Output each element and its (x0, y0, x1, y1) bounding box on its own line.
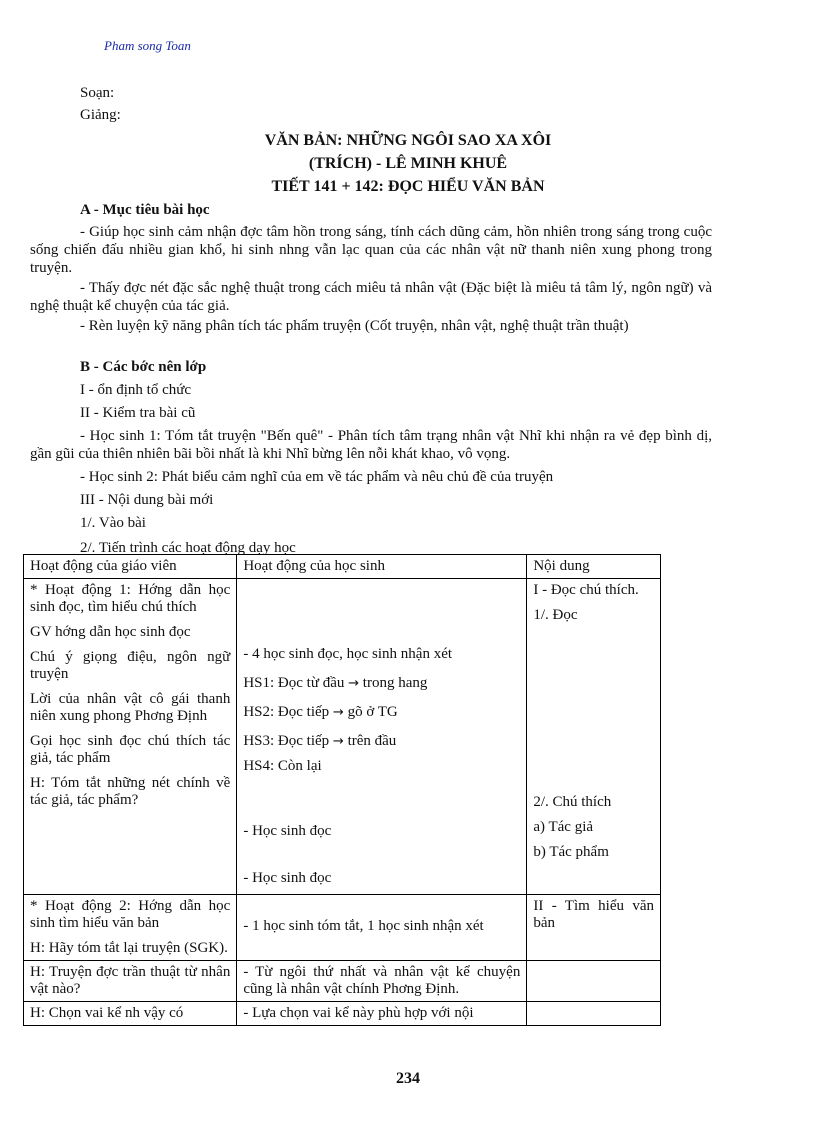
check-student-2: - Học sinh 2: Phát biểu cảm nghĩ của em về tác phẩm và nêu chủ đề của truyện (80, 469, 554, 485)
row4-gv-text: H: Chọn vai kể nh vậy có (30, 1005, 184, 1021)
row1-nd-text: 2/. Chú thích (533, 794, 612, 810)
row1-nd-text: 1/. Đọc (533, 607, 578, 623)
row3-content-cell (527, 961, 661, 1002)
row1-gv-text: H: Tóm tắt những nét chính về tác giả, tác phẩm? (30, 775, 231, 808)
row4-hs-text: - Lựa chọn vai kể này phù hợp với nội (243, 1005, 474, 1021)
table-row (24, 895, 661, 961)
row4-student-cell (237, 1002, 527, 1026)
row1-gv-text: Lời của nhân vật cô gái thanh niên xung phong Phơng Định (30, 691, 231, 724)
section-a-para-2: - Thấy đợc nét đặc sắc nghệ thuật trong cách miêu tả nhân vật (Đặc biệt là miêu tả tâm lý, ngôn ngữ) và nghệ thuật kể chuyện của tác giả. (30, 280, 712, 314)
section-a-para-3: - Rèn luyện kỹ năng phân tích tác phẩm truyện (Cốt truyện, nhân vật, nghệ thuật trần thuật) (80, 318, 629, 334)
row1-teacher-cell (24, 579, 237, 895)
title-line-1: VĂN BẢN: NHỮNG NGÔI SAO XA XÔI (264, 132, 552, 149)
row1-nd-text: a) Tác giả (533, 819, 594, 835)
section-a-para-1: - Giúp học sinh cảm nhận đợc tâm hồn trong sáng, tính cách dũng cảm, hồn nhiên trong sáng trong cuộc sống chiến đấu nhiều gian khổ, hi sinh nhng vẫn lạc quan của các nhân vật nữ thanh niên xung phong trong truyện. (30, 224, 712, 276)
row2-content-cell (527, 895, 661, 961)
right-arrow-icon: → (332, 705, 344, 720)
row2-gv-text: * Hoạt động 2: Hớng dẫn học sinh tìm hiểu văn bản (30, 898, 231, 931)
header-student: Hoạt động của học sinh (237, 555, 527, 579)
row1-gv-text: GV hớng dẫn học sinh đọc (30, 624, 191, 640)
title-line-3: TIẾT 141 + 142: ĐỌC HIỂU VĂN BẢN (271, 178, 545, 195)
row1-gv-text: * Hoạt động 1: Hớng dẫn học sinh đọc, tìm hiểu chú thích (30, 582, 231, 615)
step-iii: III - Nội dung bài mới (80, 492, 214, 508)
row3-gv-text: H: Truyện đợc trần thuật từ nhân vật nào? (30, 964, 231, 997)
header-teacher: Hoạt động của giáo viên (24, 555, 237, 579)
row1-nd-text: b) Tác phẩm (533, 844, 609, 860)
row1-hs-text: - Học sinh đọc (243, 870, 332, 886)
lesson-table (23, 554, 661, 1026)
check-student-1: - Học sinh 1: Tóm tắt truyện "Bến quê" - Phân tích tâm trạng nhân vật Nhĩ khi nhận ra vẻ đẹp bình dị, gần gũi của thiên nhiên bãi bồi nhất là khi Nhĩ bừng lên nỗi khát khao, vô vọng. (30, 428, 712, 462)
row2-nd-text: II - Tìm hiểu văn bản (533, 898, 654, 931)
giang-label: Giảng: (80, 107, 121, 123)
right-arrow-icon: → (332, 734, 344, 749)
author-header: Pham song Toan (104, 38, 191, 53)
title-line-2: (TRÍCH) - LÊ MINH KHUÊ (308, 155, 508, 172)
table-row (24, 961, 661, 1002)
row2-teacher-cell (24, 895, 237, 961)
step-i: I - ổn định tổ chức (80, 382, 192, 398)
row2-student-cell (237, 895, 527, 961)
row2-hs-text: - 1 học sinh tóm tắt, 1 học sinh nhận xét (243, 918, 484, 934)
row1-nd-text: I - Đọc chú thích. (533, 582, 639, 598)
sub-step-1: 1/. Vào bài (80, 515, 146, 531)
table-row (24, 1002, 661, 1026)
soan-label: Soạn: (80, 85, 115, 101)
section-a-heading: A - Mục tiêu bài học (80, 202, 210, 218)
header-content: Nội dung (527, 555, 661, 579)
page-number: 234 (396, 1070, 420, 1087)
row1-hs-text: HS4: Còn lại (243, 758, 322, 774)
right-arrow-icon: → (348, 676, 360, 691)
row3-teacher-cell (24, 961, 237, 1002)
row1-content-cell (527, 579, 661, 895)
step-ii: II - Kiểm tra bài cũ (80, 405, 196, 421)
row1-hs-text: - Học sinh đọc (243, 823, 332, 839)
row3-student-cell (237, 961, 527, 1002)
row2-gv-text: H: Hãy tóm tắt lại truyện (SGK). (30, 940, 228, 956)
row1-gv-text: Gọi học sinh đọc chú thích tác giả, tác phẩm (30, 733, 231, 766)
row1-student-cell (237, 579, 527, 895)
row4-teacher-cell (24, 1002, 237, 1026)
table-header-row (24, 555, 661, 579)
row1-hs-text: HS3: Đọc tiếp → trên đầu (243, 733, 397, 749)
row1-hs-text: - 4 học sinh đọc, học sinh nhận xét (243, 646, 453, 662)
sub-step-2: 2/. Tiến trình các hoạt động dạy học (80, 540, 296, 556)
row4-content-cell (527, 1002, 661, 1026)
row3-hs-text: - Từ ngôi thứ nhất và nhân vật kể chuyện cũng là nhân vật chính Phơng Định. (243, 964, 521, 997)
row1-hs-text: HS2: Đọc tiếp → gõ ở TG (243, 704, 398, 720)
row1-hs-text: HS1: Đọc từ đầu → trong hang (243, 675, 428, 691)
table-row (24, 579, 661, 895)
row1-gv-text: Chú ý giọng điệu, ngôn ngữ truyện (30, 649, 231, 682)
section-b-heading: B - Các bớc nên lớp (80, 359, 207, 375)
